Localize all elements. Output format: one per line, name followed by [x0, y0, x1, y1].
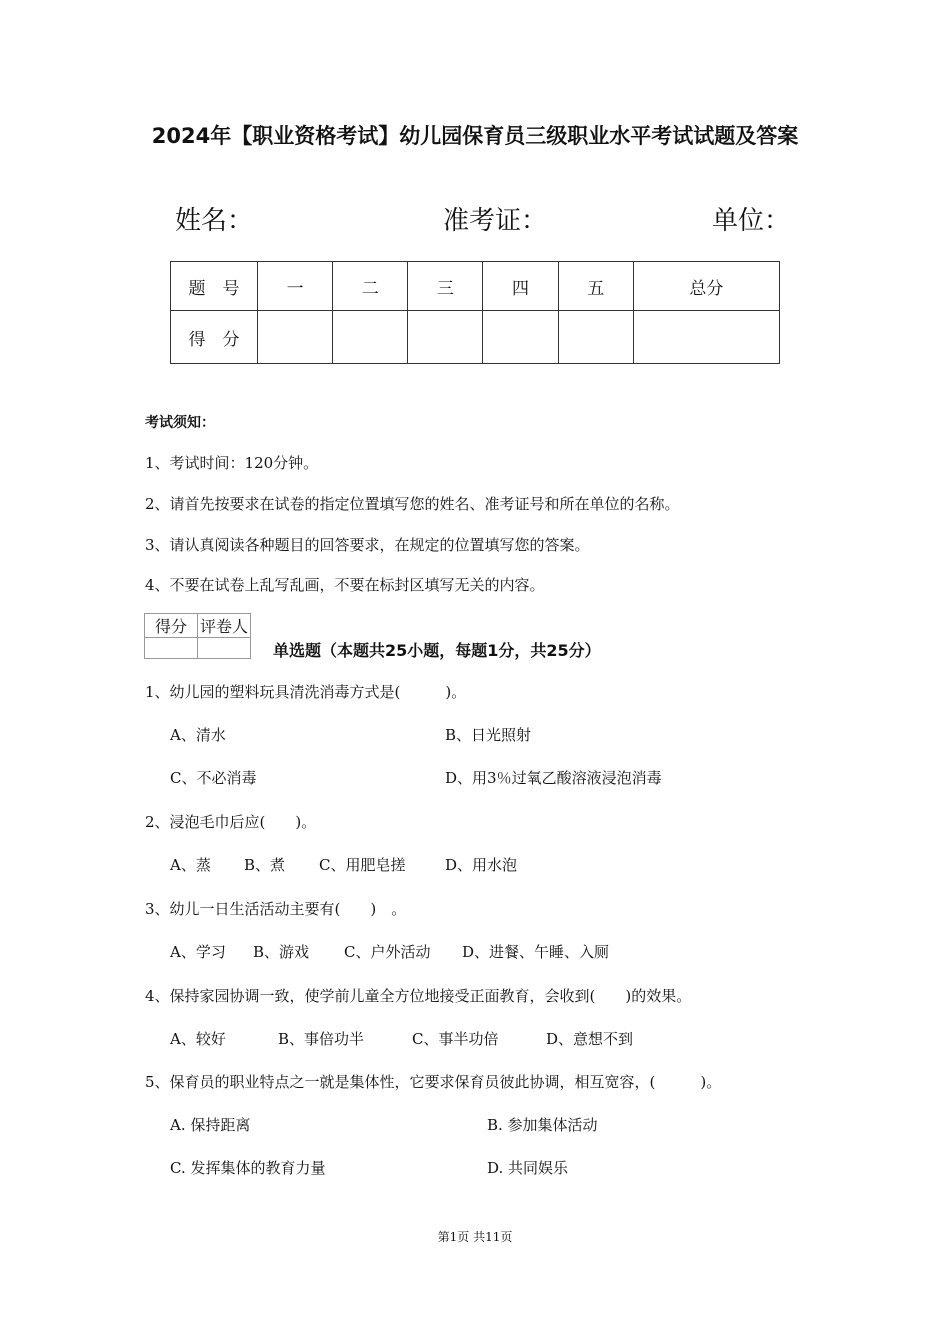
score-cell[interactable] [558, 311, 633, 364]
score-cell[interactable] [258, 311, 333, 364]
notice-item: 3、请认真阅读各种题目的回答要求，在规定的位置填写您的答案。 [145, 536, 590, 554]
grader-score-label: 得分 [145, 614, 198, 638]
score-cell[interactable] [333, 311, 408, 364]
score-table-score-row [171, 311, 780, 364]
question-stem: 4、保持家园协调一致，使学前儿童全方位地接受正面教育，会收到( )的效果。 [145, 987, 692, 1005]
question-option[interactable]: B. 参加集体活动 [487, 1116, 598, 1134]
grader-score-cell[interactable] [145, 638, 198, 659]
question-option[interactable]: D、进餐、午睡、入厕 [462, 943, 610, 961]
score-row-label: 得 分 [171, 311, 258, 364]
question-stem: 2、浸泡毛巾后应( )。 [145, 813, 317, 831]
question-option[interactable]: C、户外活动 [344, 943, 431, 961]
question-option[interactable]: B、游戏 [253, 943, 310, 961]
page-footer: 第1页 共11页 [437, 1230, 513, 1244]
score-cell[interactable] [408, 311, 483, 364]
notice-heading: 考试须知： [145, 415, 215, 431]
exam-id-field-label: 准考证： [443, 206, 548, 236]
score-header-cell: 总分 [633, 262, 779, 311]
question-option[interactable]: C、不必消毒 [170, 769, 257, 787]
question-stem: 1、幼儿园的塑料玩具清洗消毒方式是( )。 [145, 683, 467, 701]
question-option[interactable]: C、事半功倍 [412, 1030, 499, 1048]
question-option[interactable]: A、蒸 [170, 856, 211, 874]
score-table-header-row [171, 262, 780, 311]
question-option[interactable]: A、学习 [170, 943, 226, 961]
grader-reviewer-label: 评卷人 [198, 614, 251, 638]
question-option[interactable]: D、用水泡 [445, 856, 518, 874]
notice-item: 1、考试时间：120分钟。 [145, 454, 319, 472]
unit-field-label: 单位： [712, 206, 791, 236]
question-option[interactable]: A、清水 [170, 726, 226, 744]
score-cell[interactable] [633, 311, 779, 364]
score-header-cell: 题 号 [171, 262, 258, 311]
question-option[interactable]: B、煮 [244, 856, 286, 874]
question-option[interactable]: D、意想不到 [546, 1030, 634, 1048]
grader-reviewer-cell[interactable] [198, 638, 251, 659]
notice-item: 4、不要在试卷上乱写乱画，不要在标封区填写无关的内容。 [145, 576, 545, 594]
score-header-cell: 一 [258, 262, 333, 311]
grader-box [144, 613, 251, 659]
name-field-label: 姓名： [175, 206, 254, 236]
question-option[interactable]: B、日光照射 [445, 726, 532, 744]
question-option[interactable]: C. 发挥集体的教育力量 [170, 1159, 326, 1177]
score-table [170, 261, 780, 364]
question-option[interactable]: D. 共同娱乐 [487, 1159, 569, 1177]
question-option[interactable]: B、事倍功半 [278, 1030, 365, 1048]
question-option[interactable]: C、用肥皂搓 [319, 856, 406, 874]
question-option[interactable]: D、用3％过氧乙酸溶液浸泡消毒 [445, 769, 662, 787]
score-header-cell: 二 [333, 262, 408, 311]
question-stem: 3、幼儿一日生活活动主要有( ) 。 [145, 900, 407, 918]
notice-item: 2、请首先按要求在试卷的指定位置填写您的姓名、准考证号和所在单位的名称。 [145, 495, 680, 513]
score-header-cell: 四 [483, 262, 558, 311]
score-header-cell: 五 [558, 262, 633, 311]
score-cell[interactable] [483, 311, 558, 364]
section-title: 单选题（本题共25小题，每题1分，共25分） [273, 641, 601, 660]
page-title: 2024年【职业资格考试】幼儿园保育员三级职业水平考试试题及答案 [151, 124, 799, 148]
score-header-cell: 三 [408, 262, 483, 311]
question-option[interactable]: A. 保持距离 [170, 1116, 251, 1134]
question-option[interactable]: A、较好 [170, 1030, 226, 1048]
question-stem: 5、保育员的职业特点之一就是集体性，它要求保育员彼此协调，相互宽容，( )。 [145, 1073, 722, 1091]
